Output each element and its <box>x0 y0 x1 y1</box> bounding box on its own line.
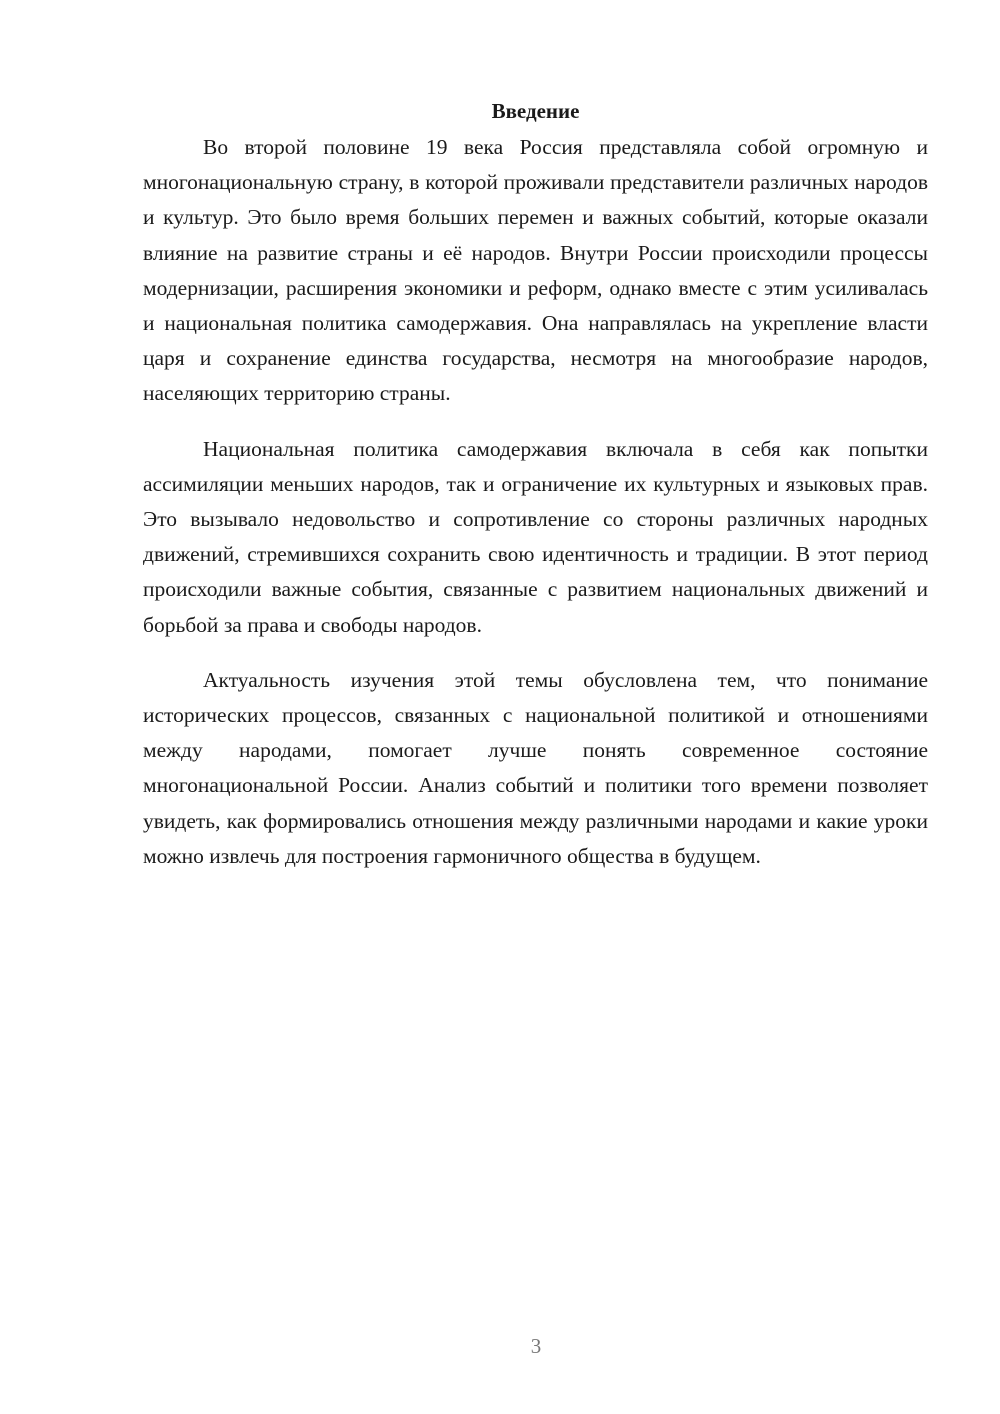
page-number: 3 <box>530 1334 542 1358</box>
document-body <box>143 92 928 874</box>
section-title: Введение <box>491 99 580 123</box>
paragraph-3: Актуальность изучения этой темы обусловлена тем, что понимание исторических процессов, связанных с национальной политикой и отношениями между народами, помогает лучше понять современное состояние многонациональной России. Анализ событий и политики того времени позволяет увидеть, как формировались отношения между различными народами и какие уроки можно извлечь для построения гармоничного общества в будущем. <box>143 667 928 868</box>
paragraph-1: Во второй половине 19 века Россия представляла собой огромную и многонациональную страну, в которой проживали представители различных народов и культур. Это было время больших перемен и важных событий, которые оказали влияние на развитие страны и её народов. Внутри России происходили процессы модернизации, расширения экономики и реформ, однако вместе с этим усиливалась и национальная политика самодержавия. Она направлялась на укрепление власти царя и сохранение единства государства, несмотря на многообразие народов, населяющих территорию страны. <box>143 135 928 406</box>
paragraph-2: Национальная политика самодержавия включала в себя как попытки ассимиляции меньших народов, так и ограничение их культурных и языковых прав. Это вызывало недовольство и сопротивление со стороны различных народных движений, стремившихся сохранить свою идентичность и традиции. В этот период происходили важные события, связанные с развитием национальных движений и борьбой за права и свободы народов. <box>143 436 928 637</box>
